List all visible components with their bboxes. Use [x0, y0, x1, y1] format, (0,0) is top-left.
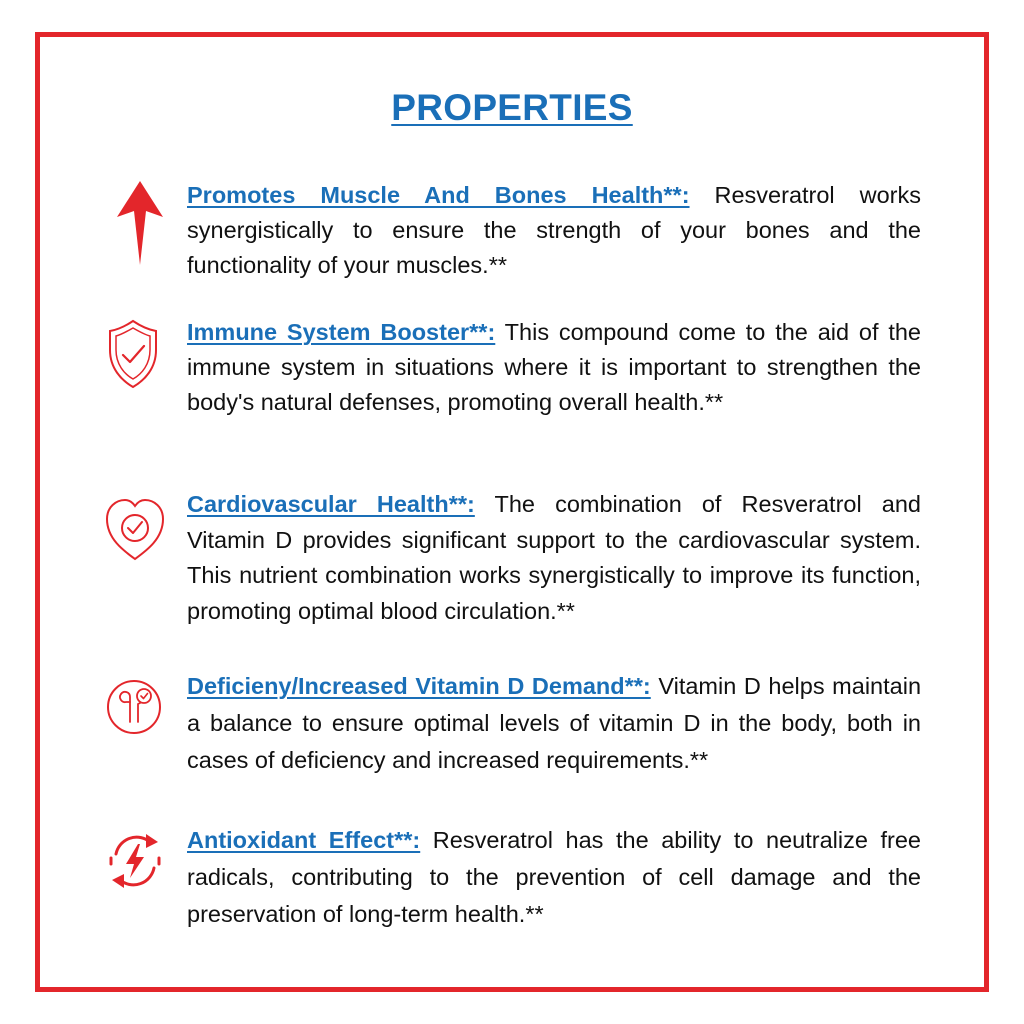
- item-heading: Cardiovascular Health**:: [187, 491, 475, 517]
- shield-check-icon: [106, 318, 160, 390]
- item-text: Resveratrol has the ability to neutralize free radicals, contributing to the prevention of cell damage and the preservation of long-term health.**: [187, 827, 921, 927]
- list-item-muscle-bones: [187, 178, 921, 283]
- item-heading: Deficieny/Increased Vitamin D Demand**:: [187, 673, 651, 699]
- item-heading: Immune System Booster**:: [187, 319, 496, 345]
- list-item-antioxidant: [187, 822, 921, 933]
- list-item-immune-system: [187, 315, 921, 420]
- bone-check-icon: [106, 678, 162, 736]
- list-item-cardiovascular: [187, 487, 921, 629]
- item-text: The combination of Resveratrol and Vitamin D provides significant support to the cardiovascular system. This nutrient combination works synergistically to improve its function, promoting optimal blood circulation.**: [187, 491, 921, 624]
- energy-cycle-icon: [106, 830, 164, 892]
- item-text: Vitamin D helps maintain a balance to ensure optimal levels of vitamin D in the body, both in cases of deficiency and increased requirements.**: [187, 673, 922, 773]
- item-text: Resveratrol works synergistically to ensure the strength of your bones and the functionality of your muscles.**: [187, 182, 921, 278]
- up-arrow-icon: [117, 181, 163, 267]
- heart-check-icon: [104, 497, 166, 563]
- item-heading: Promotes Muscle And Bones Health**:: [187, 182, 690, 208]
- list-item-vitamin-d-demand: [187, 668, 921, 779]
- item-text: This compound come to the aid of the immune system in situations where it is important to strengthen the body's natural defenses, promoting overall health.**: [187, 319, 921, 415]
- item-heading: Antioxidant Effect**:: [187, 827, 421, 853]
- page-title: PROPERTIES: [391, 87, 633, 128]
